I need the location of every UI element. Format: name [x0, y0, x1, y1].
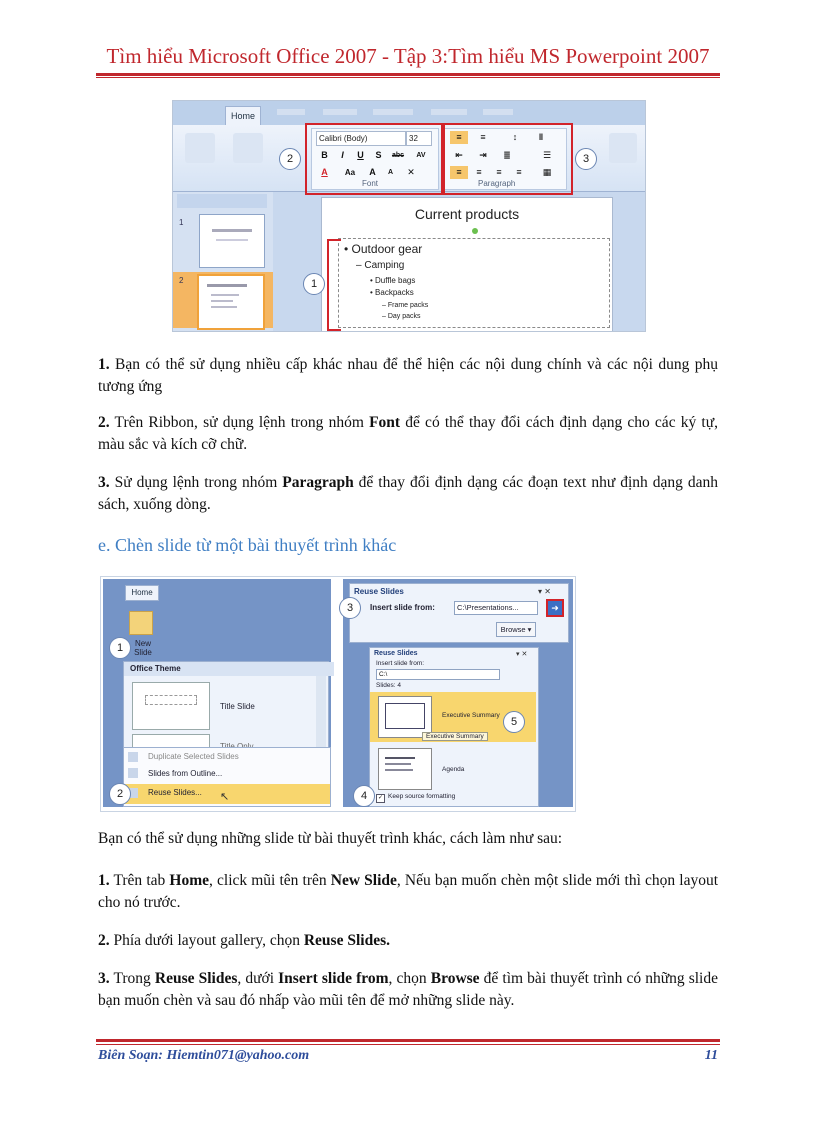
justify-icon[interactable]: ≡ — [516, 167, 522, 177]
shadow-icon[interactable]: S — [375, 150, 382, 160]
callout-2: 2 — [109, 783, 131, 805]
step-2: 2. Phía dưới layout gallery, chọn Reuse Slides. — [98, 932, 390, 949]
callout-1: 1 — [109, 637, 131, 659]
paste-icon[interactable] — [185, 133, 215, 163]
header-rule-thin — [96, 77, 720, 78]
levels-highlight-box — [327, 239, 341, 331]
tab-ghost — [277, 109, 305, 115]
page-header-title: Tìm hiểu Microsoft Office 2007 - Tập 3:Tìm hiểu MS Powerpoint 2007 — [106, 44, 710, 68]
insert-slide-from-label: Insert slide from: — [370, 603, 435, 612]
pane-close-icon[interactable]: ▾ ✕ — [538, 587, 551, 596]
align-center-icon[interactable]: ≡ — [476, 167, 482, 177]
paragraph-3: 3. Sử dụng lệnh trong nhóm Paragraph để thay đổi định dạng các đoạn text như định dạng danh sách, xuống dòng. — [98, 474, 718, 513]
small-pane-close-icon[interactable]: ▾ ✕ — [516, 651, 528, 658]
callout-3: 3 — [339, 597, 361, 619]
new-slide-menu — [123, 747, 331, 807]
font-color-icon[interactable]: A — [321, 167, 328, 177]
keep-format-label: Keep source formatting — [388, 793, 456, 800]
align-left-icon[interactable]: ≡ — [450, 166, 468, 179]
agenda-label: Agenda — [442, 766, 465, 773]
new-slide-button[interactable]: New Slide — [134, 639, 152, 657]
tab-ghost — [483, 109, 513, 115]
char-spacing-icon[interactable]: AV — [416, 152, 426, 159]
strikethrough-icon[interactable]: abc — [391, 152, 405, 159]
change-case-icon[interactable]: Aa — [344, 168, 356, 177]
tab-ghost — [431, 109, 467, 115]
paragraph-1: 1. Bạn có thể sử dụng nhiều cấp khác nhau để thể hiện các nội dung chính và các nội dung phụ tương ứng — [98, 356, 718, 395]
header-rule — [96, 73, 720, 76]
paragraph-2: 2. Trên Ribbon, sử dụng lệnh trong nhóm Font để có thể thay đổi cách định dạng cho các ký tự, màu sắc và kích cỡ chữ. — [98, 414, 718, 453]
tab-ghost — [323, 109, 357, 115]
arrange-icon[interactable] — [609, 133, 637, 163]
tab-home[interactable]: Home — [125, 585, 159, 601]
small-pane-title: Reuse Slides — [374, 650, 418, 657]
footer-rule-thin — [96, 1044, 720, 1045]
reuse-slides-title: Reuse Slides — [354, 587, 404, 596]
new-slide-icon[interactable] — [233, 133, 263, 163]
reuse-slides-pane — [349, 583, 569, 643]
shrink-font-icon[interactable]: A — [387, 169, 394, 176]
paragraph-group-label: Paragraph — [478, 179, 516, 188]
tab-ghost — [373, 109, 413, 115]
thumb-number: 1 — [179, 218, 184, 227]
columns-icon[interactable]: ‖ — [538, 132, 544, 142]
pane-tabs — [177, 194, 267, 208]
step-3: 3. Trong Reuse Slides, dưới Insert slide from, chọn Browse để tìm bài thuyết trình có những slide bạn muốn chèn và sau đó nhấp vào mũi tên để mở những slide này. — [98, 970, 718, 1009]
callout-4: 4 — [353, 785, 375, 807]
font-highlight-box — [305, 123, 445, 195]
line-spacing-icon[interactable]: ↕ — [512, 132, 518, 142]
title-slide-thumb[interactable] — [132, 682, 210, 730]
decrease-indent-icon[interactable]: ⇤ — [455, 150, 463, 160]
paragraph-highlight-box — [441, 123, 573, 195]
section-heading: e. Chèn slide từ một bài thuyết trình khác — [98, 535, 397, 555]
increase-indent-icon[interactable]: ⇥ — [479, 150, 487, 160]
slide-canvas[interactable] — [321, 197, 613, 332]
callout-2: 2 — [279, 148, 301, 170]
bullet-level-4: – Frame packs — [382, 302, 429, 309]
exec-summary-tooltip: Executive Summary — [422, 732, 488, 741]
figure-powerpoint-ribbon — [172, 100, 646, 332]
slide-thumbnail[interactable] — [199, 214, 265, 268]
footer-author: Biên Soạn: Hiemtin071@yahoo.com — [98, 1048, 310, 1063]
align-text-icon[interactable]: ☰ — [542, 150, 552, 160]
small-insert-label: Insert slide from: — [376, 660, 425, 667]
grow-font-icon[interactable]: A — [369, 167, 376, 177]
insert-path-combo[interactable]: C:\Presentations... — [454, 601, 538, 615]
callout-1: 1 — [303, 273, 325, 295]
figure-reuse-slides — [100, 576, 576, 812]
intro-paragraph: Bạn có thể sử dụng những slide từ bài thuyết trình khác, cách làm như sau: — [98, 830, 563, 847]
callout-3: 3 — [575, 148, 597, 170]
bullet-level-3: • Backpacks — [370, 288, 414, 297]
menu-slides-from-outline[interactable]: Slides from Outline... — [148, 769, 223, 778]
callout-5: 5 — [503, 711, 525, 733]
slide-thumb-agenda[interactable] — [378, 748, 432, 790]
page-number: 11 — [704, 1048, 718, 1063]
footer-rule — [96, 1039, 720, 1042]
browse-button[interactable]: Browse ▾ — [496, 622, 536, 637]
font-size-combo[interactable]: 32 — [406, 131, 432, 146]
title-slide-label: Title Slide — [220, 702, 255, 711]
menu-reuse-slides[interactable]: Reuse Slides... — [148, 788, 202, 797]
outline-icon — [128, 768, 138, 778]
tab-home[interactable]: Home — [225, 106, 261, 126]
office-theme-label: Office Theme — [124, 662, 334, 676]
bullets-icon[interactable]: ≡ — [450, 131, 468, 144]
underline-icon[interactable]: U — [357, 150, 364, 160]
mouse-cursor-icon: ↖ — [220, 791, 230, 803]
reuse-slides-panel — [343, 579, 573, 807]
keep-format-checkbox[interactable]: ✓ — [377, 795, 384, 801]
clear-format-icon[interactable]: ✕ — [407, 167, 415, 177]
small-path-combo[interactable]: C:\ — [376, 669, 500, 680]
menu-duplicate[interactable]: Duplicate Selected Slides — [148, 752, 239, 761]
thumb-number: 2 — [179, 276, 184, 285]
italic-icon[interactable]: I — [341, 150, 344, 160]
bullet-level-1: • Outdoor gear — [344, 242, 423, 256]
smartart-icon[interactable]: ▦ — [542, 167, 552, 177]
font-group-label: Font — [362, 179, 379, 188]
numbering-icon[interactable]: ≡ — [480, 132, 486, 142]
new-slide-panel — [103, 579, 331, 807]
slide-title[interactable]: Current products — [414, 206, 520, 222]
bullet-level-4: – Day packs — [382, 313, 421, 320]
bullet-level-3: • Duffle bags — [370, 276, 416, 285]
slides-pane — [173, 192, 273, 331]
text-direction-icon[interactable]: ≣ — [503, 150, 511, 160]
slides-count: Slides: 4 — [376, 682, 401, 689]
ribbon-tab-strip — [173, 101, 645, 125]
duplicate-icon — [128, 752, 138, 762]
bold-icon[interactable]: B — [321, 150, 328, 160]
exec-summary-label: Executive Summary — [442, 712, 500, 719]
align-right-icon[interactable]: ≡ — [496, 167, 502, 177]
go-arrow-icon[interactable]: ➜ — [546, 599, 564, 617]
slide-thumbnail-selected[interactable] — [197, 274, 265, 330]
bullet-level-2: – Camping — [356, 260, 405, 271]
font-name-combo[interactable]: Calibri (Body) — [316, 131, 406, 146]
new-slide-icon[interactable] — [129, 611, 153, 635]
step-1: 1. Trên tab Home, click mũi tên trên New Slide, Nếu bạn muốn chèn một slide mới thì chọn layout cho nó trước. — [98, 872, 719, 911]
rotate-handle[interactable] — [472, 228, 478, 234]
